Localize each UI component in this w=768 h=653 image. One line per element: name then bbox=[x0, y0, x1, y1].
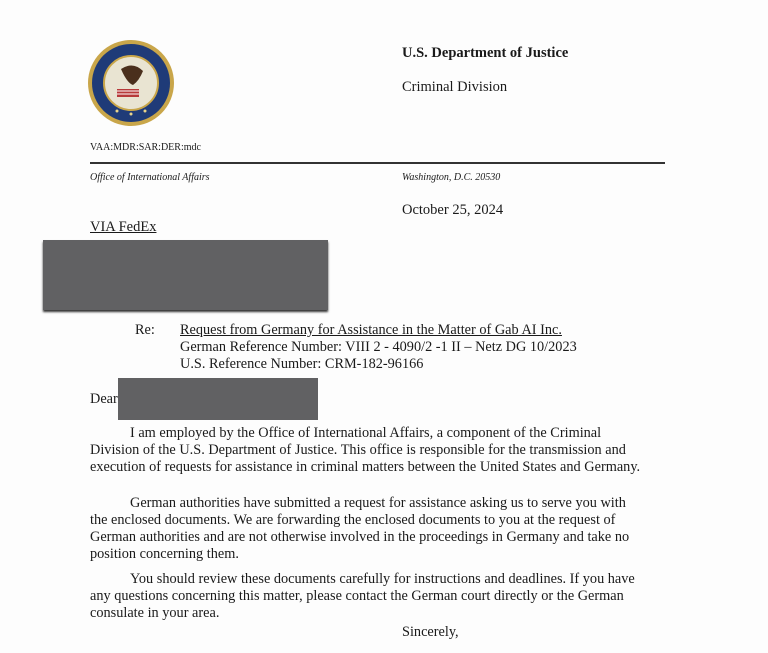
paragraph-3 bbox=[90, 571, 635, 622]
paragraph-line: Division of the U.S. Department of Justice. This office is responsible for the transmission and bbox=[90, 442, 626, 458]
paragraph-line: any questions concerning this matter, please contact the German court directly or the German bbox=[90, 588, 624, 604]
german-reference: German Reference Number: VIII 2 - 4090/2 -1 II – Netz DG 10/2023 bbox=[180, 339, 577, 355]
paragraph-line: German authorities and are not otherwise involved in the proceedings in Germany and take no bbox=[90, 529, 630, 545]
office-name: Office of International Affairs bbox=[90, 172, 210, 183]
paragraph-line: You should review these documents carefully for instructions and deadlines. If you have bbox=[130, 571, 635, 587]
paragraph-line: execution of requests for assistance in criminal matters between the United States and Germany. bbox=[90, 459, 641, 475]
paragraph-line: German authorities have submitted a request for assistance asking us to serve you with bbox=[130, 495, 626, 511]
paragraph-line: the enclosed documents. We are forwarding the enclosed documents to you at the request of bbox=[90, 512, 616, 528]
paragraph-2 bbox=[90, 495, 629, 563]
division-name: Criminal Division bbox=[402, 79, 508, 95]
closing: Sincerely, bbox=[402, 624, 459, 640]
paragraph-1 bbox=[90, 425, 640, 476]
paragraph-line: position concerning them. bbox=[90, 546, 239, 562]
re-label: Re: bbox=[135, 322, 155, 338]
doj-seal-icon bbox=[87, 39, 175, 127]
paragraph-line: consulate in your area. bbox=[90, 605, 220, 621]
redacted-address bbox=[43, 240, 328, 310]
delivery-method: VIA FedEx bbox=[90, 219, 157, 235]
paragraph-line: I am employed by the Office of International Affairs, a component of the Criminal bbox=[130, 425, 602, 441]
re-block bbox=[180, 322, 577, 373]
redacted-recipient bbox=[118, 378, 318, 420]
re-subject: Request from Germany for Assistance in the Matter of Gab AI Inc. bbox=[180, 322, 562, 338]
agency-name: U.S. Department of Justice bbox=[402, 45, 569, 61]
us-reference: U.S. Reference Number: CRM-182-96166 bbox=[180, 356, 424, 372]
header-rule bbox=[90, 162, 665, 164]
office-location: Washington, D.C. 20530 bbox=[402, 172, 501, 183]
letter-date: October 25, 2024 bbox=[402, 202, 504, 218]
reference-code: VAA:MDR:SAR:DER:mdc bbox=[90, 142, 201, 153]
salutation: Dear bbox=[90, 391, 118, 407]
